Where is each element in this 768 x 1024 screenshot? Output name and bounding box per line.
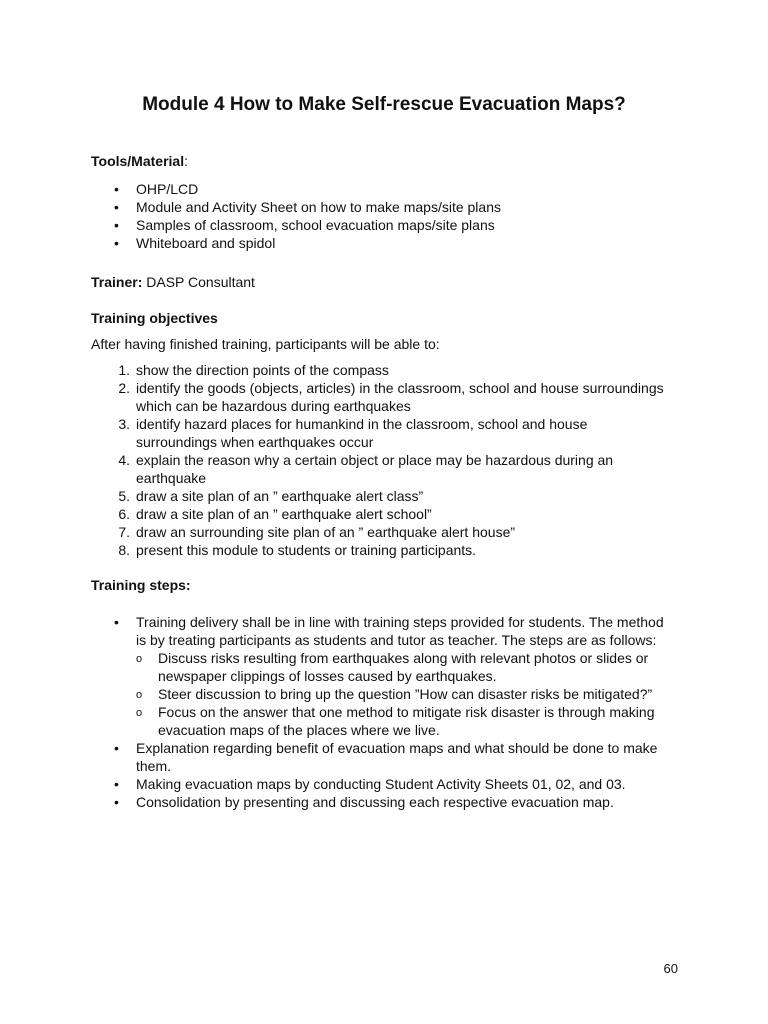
list-item: • Module and Activity Sheet on how to make maps/site plans	[114, 198, 674, 216]
trainer-line	[91, 273, 255, 291]
list-item: 3. identify hazard places for humankind in the classroom, school and house surroundings when earthquakes occur	[118, 416, 588, 450]
trainer-value: DASP Consultant	[142, 274, 255, 290]
steps-list	[114, 613, 674, 811]
sub-steps-list	[136, 649, 674, 739]
list-item: • OHP/LCD	[114, 180, 674, 198]
list-item: 1. show the direction points of the compass	[118, 362, 389, 378]
objectives-list	[110, 361, 670, 559]
list-item: • Consolidation by presenting and discussing each respective evacuation map.	[114, 793, 674, 811]
list-item: 4. explain the reason why a certain object or place may be hazardous during an earthquake	[118, 452, 614, 486]
sub-list-item: o Focus on the answer that one method to mitigate risk disaster is through making evacuation maps of the places where we live.	[136, 703, 674, 739]
list-item: • Training delivery shall be in line with training steps provided for students. The method is by treating participants as students and tutor as teacher. The steps are as follows: o Discuss risks resulting from earthquakes along with relevant photos or slides or newspaper clippings of losses caused by earthquakes. o Steer discussion to bring up the question ”How can disaster risks be mitigated?” o Focus on the answer that one method to mitigate risk disaster is through making evacuation maps of the places where we live.	[114, 613, 674, 739]
list-item: 7. draw an surrounding site plan of an ” earthquake alert house”	[118, 524, 516, 540]
sub-list-item: o Discuss risks resulting from earthquakes along with relevant photos or slides or newspaper clippings of losses caused by earthquakes.	[136, 649, 674, 685]
page-title: Module 4 How to Make Self-rescue Evacuation Maps?	[142, 94, 626, 115]
list-item: 5. draw a site plan of an ” earthquake alert class”	[118, 488, 424, 504]
tools-label: Tools/Material	[91, 153, 185, 169]
list-item: • Making evacuation maps by conducting Student Activity Sheets 01, 02, and 03.	[114, 775, 674, 793]
objectives-intro: After having finished training, participants will be able to:	[91, 336, 440, 352]
steps-heading: Training steps:	[91, 577, 191, 593]
list-item: 6. draw a site plan of an ” earthquake alert school”	[118, 506, 432, 522]
tools-colon: :	[184, 153, 188, 169]
list-item: 2. identify the goods (objects, articles) in the classroom, school and house surroundings which can be hazardous during earthquakes	[118, 380, 664, 414]
list-item: 8. present this module to students or training participants.	[118, 542, 477, 558]
objectives-heading: Training objectives	[91, 310, 218, 326]
list-item: • Whiteboard and spidol	[114, 234, 674, 252]
page-number: 60	[663, 961, 678, 976]
trainer-label: Trainer:	[91, 274, 143, 290]
tools-heading	[91, 152, 188, 170]
tools-list	[114, 180, 674, 252]
list-item: • Samples of classroom, school evacuation maps/site plans	[114, 216, 674, 234]
sub-list-item: o Steer discussion to bring up the question ”How can disaster risks be mitigated?”	[136, 685, 674, 703]
list-item: • Explanation regarding benefit of evacuation maps and what should be done to make them.	[114, 739, 674, 775]
